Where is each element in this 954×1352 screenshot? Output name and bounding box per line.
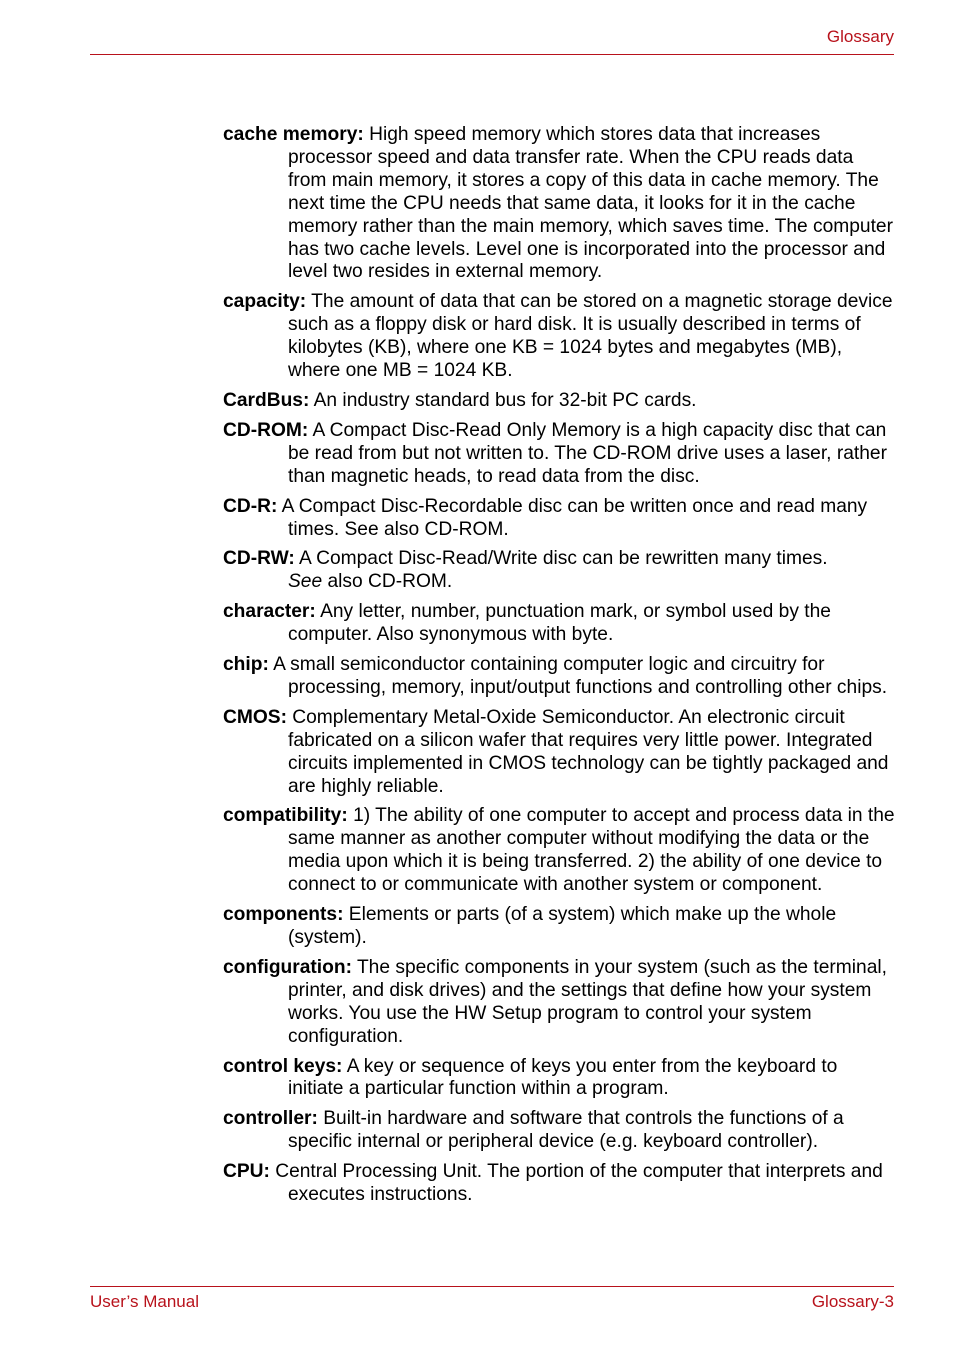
glossary-term: CPU: [223, 1161, 270, 1183]
glossary-entry-chip [223, 654, 895, 700]
header-divider [90, 54, 894, 55]
glossary-entry-components [223, 904, 895, 950]
glossary-entry-cpu [223, 1161, 895, 1207]
glossary-definition: A key or sequence of keys you enter from the keyboard to initiate a particular function within a program. [288, 1055, 838, 1100]
footer-divider [90, 1286, 894, 1287]
glossary-entry-capacity [223, 291, 895, 383]
glossary-entry-cmos [223, 707, 895, 799]
glossary-term: CardBus: [223, 389, 310, 411]
glossary-definition: A Compact Disc-Read/Write disc can be rewritten many times. [294, 548, 828, 570]
footer-page-number: Glossary-3 [811, 1292, 894, 1311]
glossary-entry-character [223, 601, 895, 647]
glossary-definition: Central Processing Unit. The portion of the computer that interprets and executes instructions. [269, 1161, 883, 1206]
glossary-list [223, 124, 895, 1214]
running-header-title: Glossary [826, 27, 894, 46]
glossary-entry-cardbus [223, 390, 895, 413]
glossary-term: cache memory: [223, 124, 364, 145]
footer-manual-title: User’s Manual [90, 1292, 199, 1311]
see-reference-target: also CD-ROM. [322, 571, 453, 593]
glossary-entry-control-keys [223, 1056, 895, 1102]
glossary-definition: An industry standard bus for 32-bit PC cards. [309, 389, 697, 411]
glossary-definition: A Compact Disc-Recordable disc can be written once and read many times. See also CD-ROM. [277, 495, 868, 540]
glossary-definition: A small semiconductor containing computer logic and circuitry for processing, memory, input/output functions and controlling other chips. [268, 654, 888, 698]
glossary-term: chip: [223, 654, 269, 676]
glossary-term: controller: [223, 1108, 318, 1130]
glossary-entry-cd-rom [223, 420, 895, 489]
glossary-entry-cd-r [223, 496, 895, 542]
glossary-term: CD-RW: [223, 548, 295, 570]
glossary-term: CD-ROM: [223, 419, 309, 441]
glossary-definition: A Compact Disc-Read Only Memory is a high capacity disc that can be read from but not written to. The CD-ROM drive uses a laser, rather than magnetic heads, to read data from the disc. [288, 419, 887, 487]
glossary-entry-controller [223, 1108, 895, 1154]
glossary-entry-configuration [223, 957, 895, 1049]
see-reference: See [288, 571, 323, 593]
glossary-definition: Any letter, number, punctuation mark, or symbol used by the computer. Also synonymous with byte. [288, 601, 831, 646]
glossary-definition: Elements or parts (of a system) which make up the whole (system). [288, 904, 837, 948]
glossary-definition: Complementary Metal-Oxide Semiconductor. An electronic circuit fabricated on a silicon wafer that requires very little power. Integrated circuits implemented in CMOS technology can be tightly packaged and are highly reliable. [286, 706, 889, 797]
glossary-definition: The specific components in your system (such as the terminal, printer, and disk drives) and the settings that define how your system works. You use the HW Setup program to control your system configuration. [288, 956, 887, 1047]
glossary-definition: The amount of data that can be stored on a magnetic storage device such as a floppy disk or hard disk. It is usually described in terms of kilobytes (KB), where one KB = 1024 bytes and megabytes (MB), where one MB = 1024 KB. [288, 291, 893, 382]
glossary-term: configuration: [223, 956, 352, 978]
glossary-term: components: [223, 904, 344, 926]
glossary-term: control keys: [223, 1055, 343, 1077]
glossary-definition: High speed memory which stores data that increases processor speed and data transfer rate. When the CPU reads data from main memory, it stores a copy of this data in cache memory. The next time the CPU needs that same data, it looks for it in the cache memory rather than the main memory, which saves time. The computer has two cache levels. Level one is incorporated into the processor and level two resides in external memory. [288, 124, 893, 283]
glossary-entry-compatibility [223, 805, 895, 897]
glossary-term: character: [223, 601, 316, 623]
glossary-entry-cd-rw [223, 548, 895, 594]
glossary-definition: Built-in hardware and software that controls the functions of a specific internal or peripheral device (e.g. keyboard controller). [288, 1108, 844, 1153]
glossary-term: CD-R: [223, 495, 278, 517]
glossary-definition: 1) The ability of one computer to accept and process data in the same manner as another computer without modifying the data or the media upon which it is being transferred. 2) the ability of one device to connect to or communicate with another system or component. [288, 805, 895, 896]
glossary-term: CMOS: [223, 706, 287, 728]
glossary-term: capacity: [223, 291, 307, 313]
glossary-entry-cache-memory [223, 124, 895, 284]
glossary-term: compatibility: [223, 805, 348, 827]
